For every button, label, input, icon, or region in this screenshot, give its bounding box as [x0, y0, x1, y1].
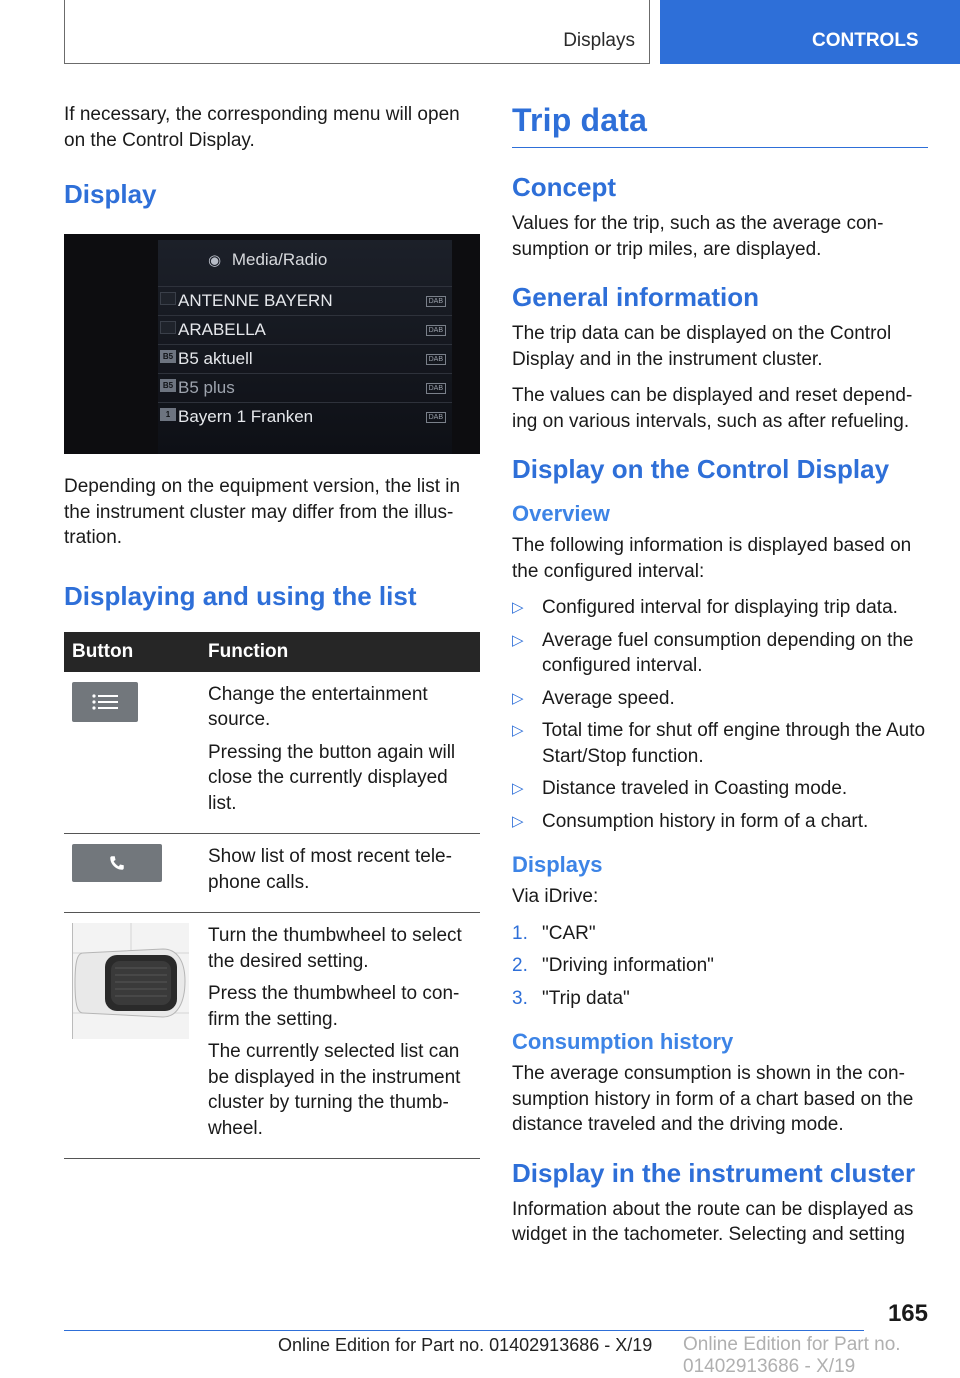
list-item: ▷ Average speed.	[512, 686, 928, 712]
screen-title-text: Media/Radio	[231, 250, 328, 269]
preset-slot-empty	[160, 292, 176, 305]
station-label: B5 aktuell	[178, 349, 253, 368]
list-item: ▷ Total time for shut off engine through the Auto Start/Stop function.	[512, 720, 926, 767]
station-row	[158, 344, 452, 371]
screen-title	[208, 250, 327, 270]
phone-icon[interactable]	[72, 844, 162, 882]
header-section-title: Displays	[563, 30, 635, 51]
illustration-note: Depending on the equipment version, the list in the instrument cluster may differ from the illustration.	[64, 476, 461, 548]
function-text: The currently selected list can be displayed in the instrument cluster by turning the thumbwheel.	[208, 1041, 461, 1139]
table-header-row	[64, 632, 480, 672]
station-label: ANTENNE BAYERN	[178, 291, 333, 310]
list-item: 3. "Trip data"	[512, 987, 630, 1009]
station-label: Bayern 1 Franken	[178, 407, 314, 426]
table-row	[64, 672, 480, 834]
instrument-cluster-text: Information about the route can be displayed as widget in the tachometer. Selecting and setting	[512, 1198, 914, 1245]
steps-list	[512, 921, 928, 1012]
concept-text: Values for the trip, such as the average consumption or trip miles, are displayed.	[512, 213, 884, 260]
function-text: Pressing the button again will close the currently displayed list.	[208, 741, 456, 814]
list-icon[interactable]	[72, 682, 138, 722]
history-heading: Consumption history	[512, 1029, 734, 1054]
instrument-cluster-heading: Display in the instrument cluster	[512, 1157, 916, 1188]
table-row	[64, 913, 480, 1159]
screen-panel	[158, 240, 452, 454]
preset-slot-empty	[160, 321, 176, 334]
bullet-triangle-icon: ▷	[512, 689, 524, 707]
list-item: 1. "CAR"	[512, 922, 596, 944]
right-column	[512, 102, 928, 1259]
page-number: 165	[887, 1300, 928, 1327]
footer-edition: Online Edition for Part no. 01402913686 - X/19	[278, 1335, 653, 1355]
preset-badge: B5	[160, 379, 176, 392]
bullet-triangle-icon: ▷	[512, 780, 524, 797]
dab-badge: DAB	[426, 325, 446, 336]
list-item: ▷ Consumption history in form of a chart.	[512, 809, 928, 835]
control-display-image	[64, 234, 480, 454]
list-item: ▷ Average fuel consumption depending on the configured interval.	[512, 629, 914, 676]
function-text: Turn the thumbwheel to select the desired setting.	[208, 925, 462, 972]
overview-text: The following information is displayed based on the configured interval:	[512, 535, 912, 582]
left-column	[64, 102, 480, 1159]
list-item: ▷ Configured interval for displaying trip data.	[512, 595, 928, 621]
station-label: ARABELLA	[178, 320, 266, 339]
dab-badge: DAB	[426, 412, 446, 423]
list-item: 2. "Driving information"	[512, 955, 714, 976]
general-text: The trip data can be displayed on the Control Display and in the instrument cluster.	[512, 323, 892, 370]
function-table	[64, 632, 480, 1160]
col-header-function: Function	[200, 632, 480, 672]
header-frame	[64, 0, 650, 64]
displays-text: Via iDrive:	[512, 886, 599, 907]
displays-heading: Displays	[512, 852, 603, 877]
overview-list	[512, 595, 928, 834]
watermark: Online Edition for Part no. 01402913686 - X/19	[683, 1334, 901, 1377]
function-text: Press the thumbwheel to confirm the setting.	[208, 983, 460, 1030]
function-text: Change the entertainment source.	[208, 683, 428, 730]
bullet-triangle-icon: ▷	[512, 631, 524, 649]
footer-divider	[64, 1330, 864, 1331]
list-item: ▷ Distance traveled in Coasting mode.	[512, 776, 928, 802]
general-text: The values can be displayed and reset depending on various intervals, such as after refueling.	[512, 385, 913, 432]
bullet-triangle-icon: ▷	[512, 722, 524, 739]
media-radio-icon: ◉	[208, 252, 222, 269]
dab-badge: DAB	[426, 383, 446, 394]
history-text: The average consumption is shown in the consumption history in form of a chart based on the distance traveled and the driving mode.	[512, 1063, 914, 1135]
thumbwheel-icon[interactable]	[72, 923, 189, 1039]
station-row	[158, 286, 452, 313]
bullet-triangle-icon: ▷	[512, 812, 524, 830]
intro-text: If necessary, the corresponding menu will open on the Control Display.	[64, 104, 460, 151]
station-label: B5 plus	[178, 378, 235, 397]
control-display-heading: Display on the Control Display	[512, 454, 890, 484]
overview-heading: Overview	[512, 501, 610, 526]
dab-badge: DAB	[426, 354, 446, 365]
station-row	[158, 315, 452, 342]
station-row	[158, 373, 452, 400]
dab-badge: DAB	[426, 296, 446, 307]
header-chapter-tab[interactable]: CONTROLS	[660, 0, 960, 64]
col-header-button: Button	[64, 632, 200, 672]
general-heading: General information	[512, 282, 760, 312]
preset-badge: B5	[160, 350, 176, 363]
list-heading: Displaying and using the list	[64, 580, 417, 611]
function-text: Show list of most recent telephone calls.	[208, 846, 452, 893]
preset-badge: 1	[160, 408, 176, 421]
display-heading: Display	[64, 179, 157, 209]
page-title: Trip data	[512, 102, 928, 148]
table-row	[64, 834, 480, 913]
station-row	[158, 402, 452, 429]
concept-heading: Concept	[512, 172, 616, 202]
bullet-triangle-icon: ▷	[512, 599, 524, 616]
